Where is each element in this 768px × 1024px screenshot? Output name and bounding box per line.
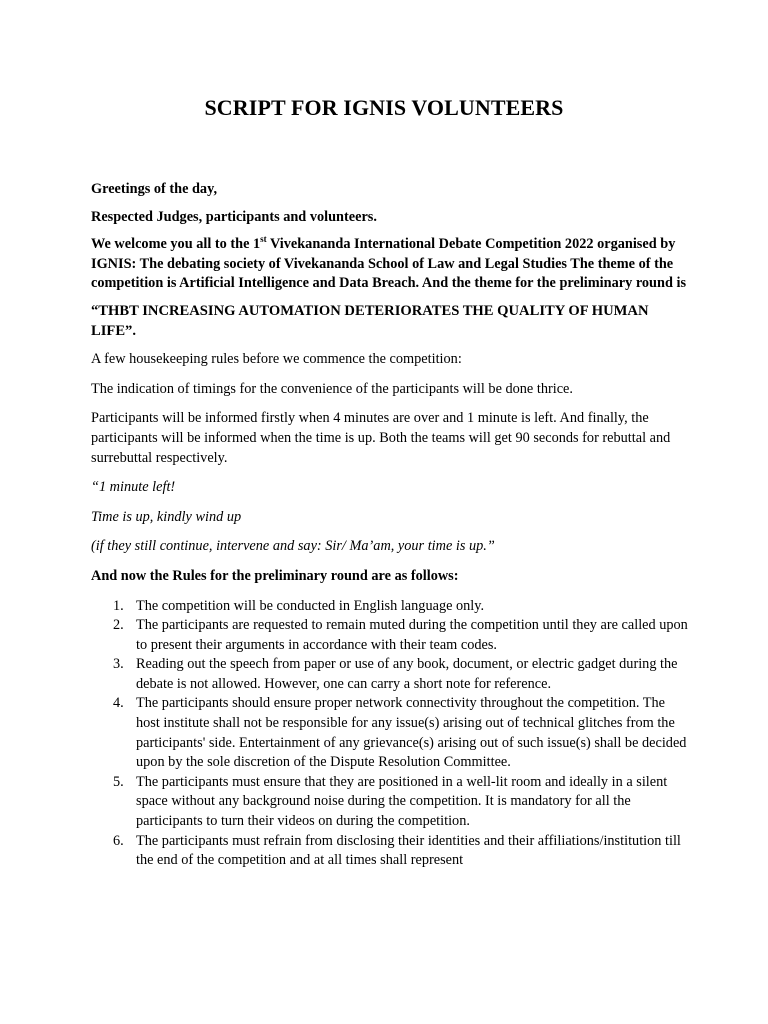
rule-item bbox=[91, 832, 691, 871]
housekeeping-intro: A few housekeeping rules before we commence the competition: bbox=[91, 351, 462, 368]
rule-text: The participants must refrain from disclosing their identities and their affiliations/institution till the end of the competition and at all times shall represent bbox=[136, 832, 681, 869]
rule-text: The participants are requested to remain muted during the competition until they are called upon to present their arguments in accordance with their team codes. bbox=[136, 617, 688, 653]
rule-text: Reading out the speech from paper or use of any book, document, or electric gadget during the debate is not allowed. However, one can carry a short note for reference. bbox=[136, 656, 678, 692]
motion-statement: “THBT INCREASING AUTOMATION DETERIORATES THE QUALITY OF HUMAN LIFE”. bbox=[91, 302, 649, 339]
respected-line: Respected Judges, participants and volunteers. bbox=[91, 208, 377, 225]
rule-number: 1. bbox=[113, 597, 124, 614]
cue-intervene: (if they still continue, intervene and say: Sir/ Ma’am, your time is up.” bbox=[91, 538, 495, 555]
informed-paragraph: Participants will be informed firstly when 4 minutes are over and 1 minute is left. And finally, the participants will be informed when the time is up. Both the teams will get 90 seconds for rebuttal and surrebuttal respectively. bbox=[91, 410, 671, 466]
greeting-line: Greetings of the day, bbox=[91, 181, 218, 197]
rule-text: The participants must ensure that they are positioned in a well-lit room and ideally in a silent space without any background noise during the competition. It is mandatory for all the participants to turn their videos on during the competition. bbox=[136, 773, 668, 830]
rule-number: 3. bbox=[113, 656, 124, 673]
welcome-pre: We welcome you all to the 1 bbox=[91, 236, 261, 253]
rule-item bbox=[91, 655, 691, 694]
rule-text: The participants should ensure proper network connectivity throughout the competition. The host institute shall not be responsible for any issue(s) arising out of technical glitches from the participants' side. Entertainment of any grievance(s) arising out of such issue(s) shall be decided upon by the sole discretion of the Dispute Resolution Committee. bbox=[136, 695, 687, 771]
timings-paragraph: The indication of timings for the convenience of the participants will be done thrice. bbox=[91, 380, 573, 397]
rules-heading: And now the Rules for the preliminary round are as follows: bbox=[91, 567, 459, 584]
rule-item bbox=[91, 773, 691, 832]
rule-item bbox=[91, 597, 691, 617]
cue-one-minute: “1 minute left! bbox=[91, 479, 176, 496]
rule-item bbox=[91, 616, 691, 655]
rule-number: 5. bbox=[113, 773, 124, 790]
rules-list bbox=[91, 597, 691, 871]
rule-text: The competition will be conducted in English language only. bbox=[136, 597, 485, 614]
cue-time-up: Time is up, kindly wind up bbox=[91, 508, 242, 525]
ordinal-suffix: st bbox=[260, 234, 267, 245]
rule-number: 4. bbox=[113, 695, 124, 712]
rule-number: 2. bbox=[113, 617, 124, 634]
document-body bbox=[91, 180, 691, 871]
rule-number: 6. bbox=[113, 832, 124, 849]
rule-item bbox=[91, 694, 691, 772]
welcome-post: Vivekananda International Debate Competition 2022 organised by IGNIS: The debating society of Vivekananda School of Law and Legal Studies The theme of the competition is Artificial Intelligence and Data Breach. And the theme for the preliminary round is bbox=[91, 236, 687, 292]
welcome-paragraph bbox=[91, 235, 691, 294]
document-title: SCRIPT FOR IGNIS VOLUNTEERS bbox=[204, 95, 564, 120]
